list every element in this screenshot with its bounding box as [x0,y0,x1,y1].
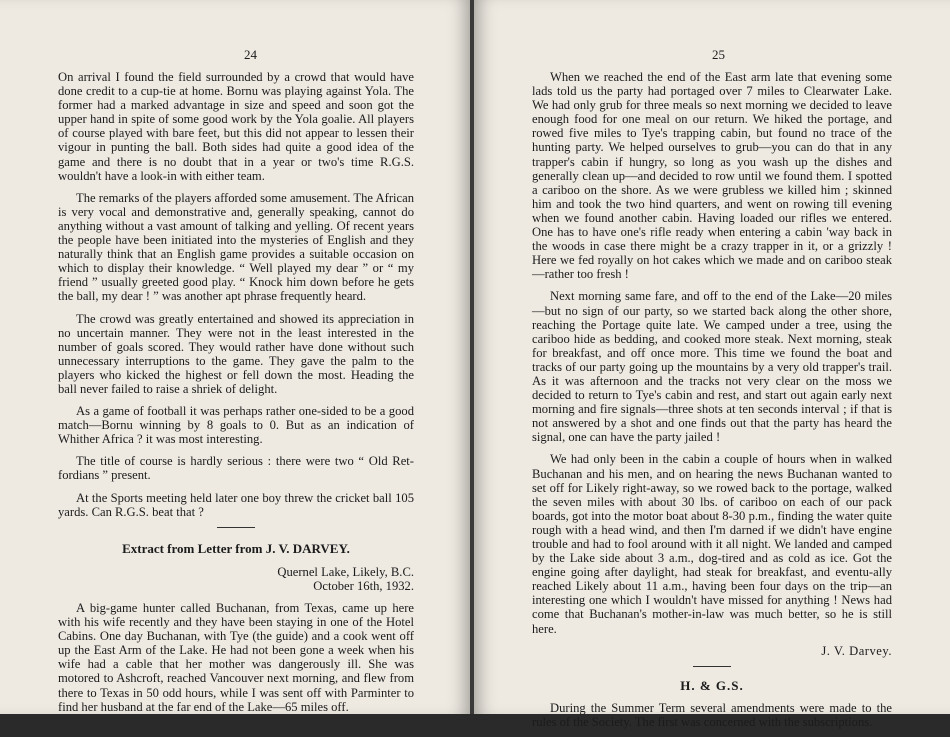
extract-heading: Extract from Letter from J. V. DARVEY. [122,540,350,556]
paragraph-result: As a game of football it was perhaps rather one-sided to be a good match—Bornu winning by 8 goals to 0. But as an indication of Whither Africa ? it was most interesting. [58,404,414,447]
divider-rule [693,666,731,667]
paragraph-next-morning: Next morning same fare, and off to the end of the Lake—20 miles—but no sign of our party, so we started back along the other shore, reaching the Portage quite late. We camped under a tree, using the cariboo hide as bedding, and cooked more steak. Next morning, steak for breakfast, and off once more. This time we found the boat and tracks of our party going up the mountains by a very old trapper's trail. As it was afternoon and the tracks not very clear on the moss we decided to return to Tye's cabin and rest, and start out again early next morning and fire signals—three shots at ten seconds interval ; if that is not answered by a shot and one finds out that the party has heard the signal, one can have the party jailed ! [532,289,892,445]
divider-rule [217,527,255,528]
paragraph-east-arm: When we reached the end of the East arm late that evening some lads told us the party had portaged over 7 miles to Clearwater Lake. We had only grub for three meals so next morning we decided to leave enough food for one meal on our return. We hiked the portage, and rowed five miles to Tye's trapping cabin, but found no trace of the hunting party. We helped ourselves to grub—you can do that in any trapper's cabin if hungry, so long as you wash up the dishes and generally clean up—and decided to row until we found them. I spotted a cariboo on the shore. As we were grubless we killed him ; skinned him and took the two hind quarters, and went on rowing till evening when we found another cabin. Having loaded our rifles we entered. One has to have one's rifle ready when entering a cabin 'way back in the woods in case there might be a crazy trapper in it, or a grizzly ! Here we fed royally on hot cakes which we made and on cariboo steak—rather too fresh ! [532,70,892,282]
paragraph-crowd: The crowd was greatly entertained and showed its appreciation in no uncertain manner. They were not in the least interested in the number of goals scored. They would rather have done without such unnecessary interruptions to the game. They gave the palm to the players who kicked the highest or fell down the most. Heading the ball never failed to raise a shriek of delight. [58,311,414,396]
paragraph-player-remarks: The remarks of the players afforded some amusement. The African is very vocal and demonstrative and, generally speaking, cannot do anything without a vast amount of talking and yelling. Of recent years the people have been initiated into the mysteries of English and they naturally think that an English game provides a suitable occasion on which to display their knowledge. “ Well played my dear ” or “ my friend ” usually greeted good play. “ Knock him down before he gets the ball, my dear ! ” was another apt phrase frequently heard. [58,190,414,304]
address-line-2: October 16th, 1932. [313,578,414,593]
right-page [474,0,950,729]
paragraph-summer-term: During the Summer Term several amendments were made to the rules of the Society. The first was concerned with the subscriptions. [532,700,892,729]
paragraph-title-note: The title of course is hardly serious : there were two “ Old Ret-fordians ” present. [58,454,414,483]
address-line-1: Quernel Lake, Likely, B.C. [277,564,414,579]
paragraph-sports-meeting: At the Sports meeting held later one boy threw the cricket ball 105 yards. Can R.G.S. beat that ? [58,490,414,519]
right-text-column [532,70,892,737]
section-heading: H. & G.S. [680,677,744,693]
page-number-left: 24 [244,47,257,62]
paragraph-buchanan: A big-game hunter called Buchanan, from Texas, came up here with his wife recently and they have been staying in one of the Hotel Cabins. One day Buchanan, with Tye (the guide) and a cook went off up the East Arm of the Lake. He had not been gone a week when his wife had a cable that her mother was dangerously ill. She was motored to Ashcroft, reached Vancouver next morning, and flew from there to Texas in 50 odd hours, while I was sent off with Parminter to find her husband at the far end of the Lake—65 miles off. [58,601,414,714]
letter-signature: J. V. Darvey. [821,643,892,658]
paragraph-cabin: We had only been in the cabin a couple of hours when in walked Buchanan and his men, and on hearing the news Buchanan wanted to set off for Likely right-away, so we rowed back to the portage, walked the seven miles with about 30 lbs. of cariboo on each of our pack boards, got into the motor boat about 8-30 p.m., finding the water quite rough with a head wind, and then I'm darned if we didn't have engine trouble and had to fool around with it all night. We landed and camped by the Lake side about 3 a.m., dog-tired and as cold as ice. Got the engine going after daylight, had steak for breakfast, and eventu-ally reached Likely about 11 a.m., having been four days on the trip—an interesting one which I wouldn't have missed for anything ! News had come that Buchanan's mother-in-law was much better, so he is still here. [532,452,892,636]
left-text-column [58,70,414,722]
letter-address [58,565,414,593]
left-page [0,0,470,714]
paragraph-football-match: On arrival I found the field surrounded by a crowd that would have done credit to a cup-tie at home. Bornu was playing against Yola. The former had a marked advantage in size and speed and soon got the upper hand in spite of some good work by the Yola goalie. All players of course played with bare feet, but this did not appear to lessen their vigour in punting the ball. Both sides had quite a good idea of the game and there is no doubt that in a year or two's time R.G.S. wouldn't have a look-in with either team. [58,70,414,183]
page-number-right: 25 [712,47,725,62]
